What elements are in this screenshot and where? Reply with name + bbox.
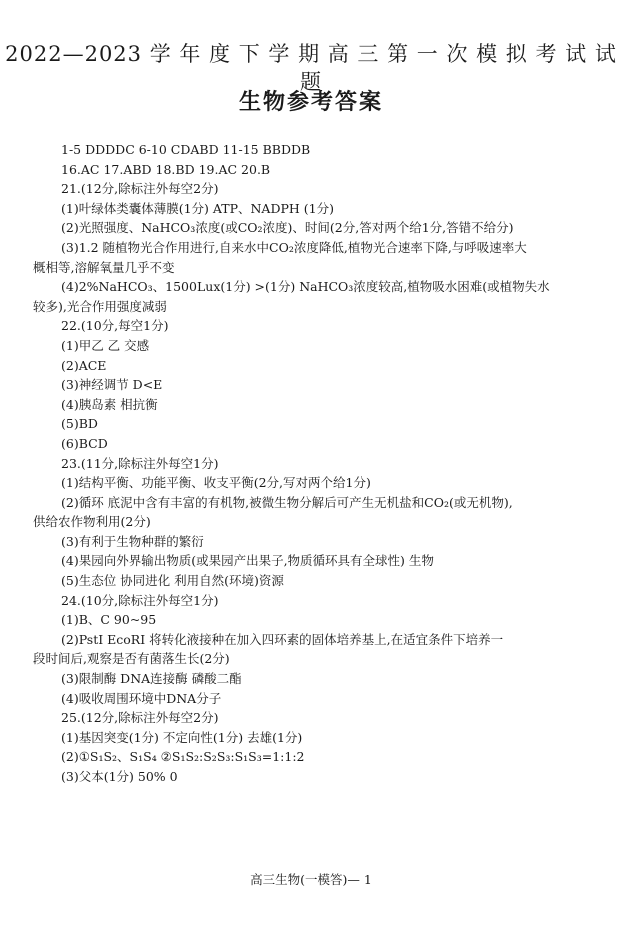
answer-line-choice-2: 16.AC 17.ABD 18.BD 19.AC 20.B — [61, 161, 271, 177]
question-21-header: 21.(12分,除标注外每空2分) — [61, 181, 219, 197]
answer-line-continuation: 段时间后,观察是否有菌落生长(2分) — [33, 651, 230, 667]
answer-line: (2)ACE — [61, 357, 107, 373]
answer-line: (4)吸收周围环境中DNA分子 — [61, 690, 222, 706]
answer-line-continuation: 较多),光合作用强度减弱 — [33, 298, 167, 314]
question-25-header: 25.(12分,除标注外每空2分) — [61, 710, 219, 726]
answer-line: (4)2%NaHCO₃、1500Lux(1分) >(1分) NaHCO₃浓度较高,植物吸水困难(或植物失水 — [61, 279, 550, 295]
answer-line: (5)BD — [61, 416, 98, 432]
answer-line: (3)限制酶 DNA连接酶 磷酸二酯 — [61, 671, 242, 687]
answer-line: (1)甲乙 乙 交感 — [61, 337, 150, 353]
answer-line-choice-1: 1-5 DDDDC 6-10 CDABD 11-15 BBDDB — [61, 142, 311, 157]
answer-line: (2)①S₁S₂、S₁S₄ ②S₁S₂:S₂S₃:S₁S₃=1:1:2 — [61, 749, 305, 765]
answer-line: (1)B、C 90~95 — [61, 612, 157, 628]
answer-line: (3)1.2 随植物光合作用进行,自来水中CO₂浓度降低,植物光合速率下降,与呼吸速率大 — [61, 239, 527, 255]
exam-title: 2022—2023 学 年 度 下 学 期 高 三 第 一 次 模 拟 考 试 试 题 — [5, 42, 617, 94]
question-23-header: 23.(11分,除标注外每空1分) — [61, 455, 219, 471]
page-footer: 高三生物(一模答)— 1 — [250, 872, 372, 887]
question-24-header: 24.(10分,除标注外每空1分) — [61, 592, 219, 608]
answer-line: (4)胰岛素 相抗衡 — [61, 396, 158, 412]
answer-line: (3)神经调节 D<E — [61, 377, 163, 393]
answer-line: (1)基因突变(1分) 不定向性(1分) 去雄(1分) — [61, 729, 303, 745]
answer-line-continuation: 供给农作物利用(2分) — [33, 514, 151, 530]
answer-line: (5)生态位 协同进化 利用自然(环境)资源 — [61, 573, 284, 589]
answer-line: (1)叶绿体类囊体薄膜(1分) ATP、NADPH (1分) — [61, 200, 334, 216]
answer-line: (3)父本(1分) 50% 0 — [61, 769, 178, 784]
answer-line: (2)PstⅠ EcoRⅠ 将转化液接种在加入四环素的固体培养基上,在适宜条件下培养一 — [61, 631, 504, 647]
answer-line: (6)BCD — [61, 435, 108, 451]
question-22-header: 22.(10分,每空1分) — [61, 318, 169, 334]
answer-line: (1)结构平衡、功能平衡、收支平衡(2分,写对两个给1分) — [61, 475, 371, 491]
answer-line: (2)循环 底泥中含有丰富的有机物,被微生物分解后可产生无机盐和CO₂(或无机物), — [61, 494, 513, 510]
answer-line: (3)有利于生物种群的繁衍 — [61, 533, 204, 549]
answer-line-continuation: 概相等,溶解氧量几乎不变 — [33, 259, 175, 275]
answer-content — [33, 140, 591, 787]
answer-line: (4)果园向外界输出物质(或果园产出果子,物质循环具有全球性) 生物 — [61, 553, 434, 569]
answer-line: (2)光照强度、NaHCO₃浓度(或CO₂浓度)、时间(2分,答对两个给1分,答错不给分) — [61, 220, 514, 236]
answer-key-heading: 生物参考答案 — [238, 90, 383, 115]
